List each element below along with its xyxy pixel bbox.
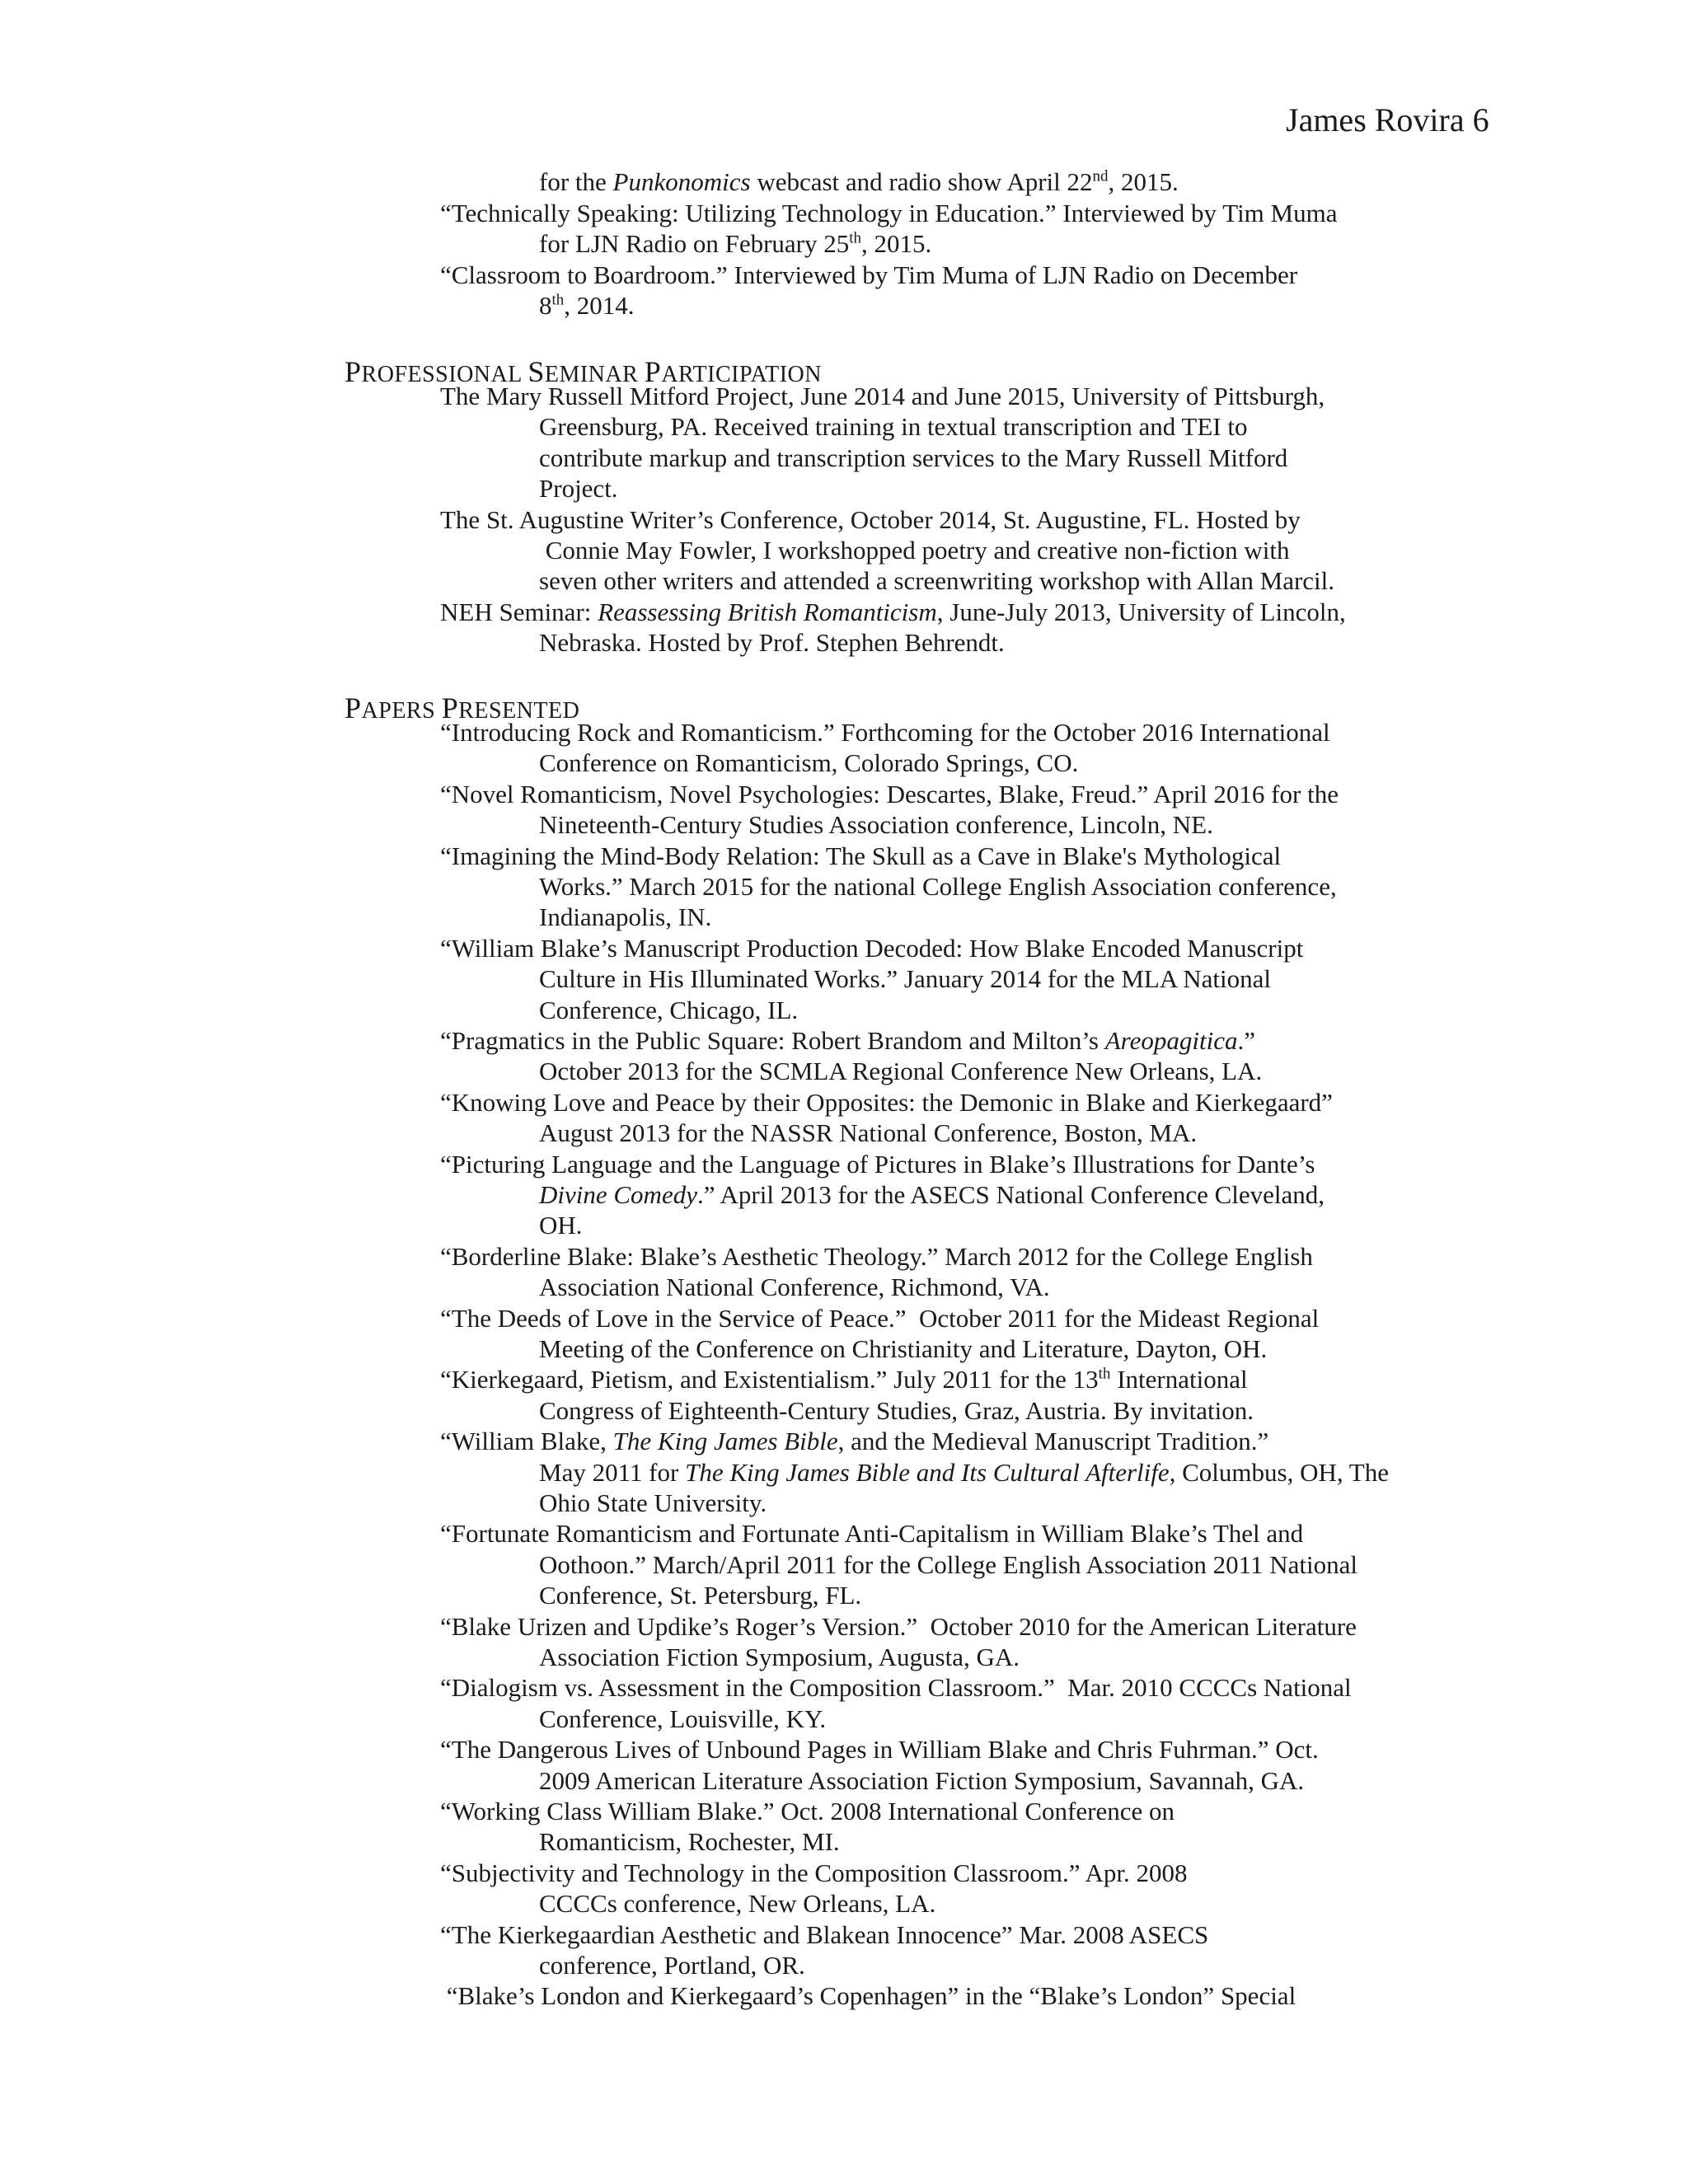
page-header: James Rovira 6 (1286, 101, 1489, 138)
entry-continuation-line: Association National Conference, Richmond, VA. (539, 1272, 1050, 1302)
entry-line: “Technically Speaking: Utilizing Technology in Education.” Interviewed by Tim Muma (440, 198, 1338, 227)
section-heading-seminar: PROFESSIONAL SEMINAR PARTICIPATION (345, 355, 822, 388)
entry-continuation-line: Romanticism, Rochester, MI. (539, 1827, 840, 1857)
entry-continuation-line: 8th, 2014. (539, 291, 635, 320)
entry-line: “The Deeds of Love in the Service of Peace.” October 2011 for the Mideast Regional (440, 1303, 1320, 1333)
entry-continuation-line: Meeting of the Conference on Christianity and Literature, Dayton, OH. (539, 1334, 1268, 1363)
entry-line: “William Blake’s Manuscript Production Decoded: How Blake Encoded Manuscript (440, 933, 1304, 963)
entry-line: NEH Seminar: Reassessing British Romanticism, June-July 2013, University of Lincoln, (440, 597, 1346, 626)
entry-line: “Borderline Blake: Blake’s Aesthetic Theology.” March 2012 for the College English (440, 1241, 1313, 1271)
entry-line: “Blake’s London and Kierkegaard’s Copenhagen” in the “Blake’s London” Special (440, 1981, 1296, 2011)
entry-continuation-line: Nebraska. Hosted by Prof. Stephen Behrendt. (539, 628, 1005, 658)
entry-line: “William Blake, The King James Bible, and the Medieval Manuscript Tradition.” (440, 1427, 1269, 1456)
entry-line: “Working Class William Blake.” Oct. 2008 International Conference on (440, 1797, 1175, 1825)
entry-line: “The Kierkegaardian Aesthetic and Blakean Innocence” Mar. 2008 ASECS (440, 1919, 1209, 1949)
entry-line: “Dialogism vs. Assessment in the Composition Classroom.” Mar. 2010 CCCCs National (440, 1673, 1352, 1703)
entry-continuation-line: seven other writers and attended a screenwriting workshop with Allan Marcil. (539, 566, 1335, 596)
entry-line: “The Dangerous Lives of Unbound Pages in William Blake and Chris Fuhrman.” Oct. (440, 1735, 1319, 1765)
section-heading-papers: PAPERS PRESENTED (345, 691, 580, 724)
entry-continuation-line: May 2011 for The King James Bible and Its Cultural Afterlife, Columbus, OH, The (539, 1457, 1390, 1487)
entry-line: “Picturing Language and the Language of Pictures in Blake’s Illustrations for Dante’s (440, 1149, 1315, 1179)
entry-line: “Knowing Love and Peace by their Opposites: the Demonic in Blake and Kierkegaard” (440, 1087, 1333, 1117)
entry-line: “Pragmatics in the Public Square: Robert Brandom and Milton’s Areopagitica.” (440, 1026, 1255, 1055)
entry-line: “Novel Romanticism, Novel Psychologies: Descartes, Blake, Freud.” April 2016 for the (440, 779, 1339, 808)
entry-line: “Kierkegaard, Pietism, and Existentialism.” July 2011 for the 13th International (440, 1365, 1248, 1394)
entry-continuation-line: Congress of Eighteenth-Century Studies, Graz, Austria. By invitation. (539, 1395, 1254, 1425)
entry-continuation-line: Conference on Romanticism, Colorado Springs, CO. (539, 748, 1079, 778)
entry-continuation-line: contribute markup and transcription services to the Mary Russell Mitford (539, 443, 1288, 472)
entry-continuation-line: for the Punkonomics webcast and radio show April 22nd, 2015. (539, 167, 1179, 196)
entry-line: The St. Augustine Writer’s Conference, October 2014, St. Augustine, FL. Hosted by (440, 504, 1301, 534)
entry-line: The Mary Russell Mitford Project, June 2014 and June 2015, University of Pittsburgh, (440, 382, 1325, 410)
entry-continuation-line: conference, Portland, OR. (539, 1951, 805, 1980)
entry-continuation-line: Connie May Fowler, I workshopped poetry and creative non-fiction with (539, 536, 1290, 565)
entry-continuation-line: Project. (539, 474, 618, 504)
entry-continuation-line: Nineteenth-Century Studies Association conference, Lincoln, NE. (539, 810, 1213, 840)
entry-continuation-line: Divine Comedy.” April 2013 for the ASECS National Conference Cleveland, (539, 1180, 1325, 1209)
entry-line: “Blake Urizen and Updike’s Roger’s Version.” October 2010 for the American Literature (440, 1611, 1357, 1641)
entry-line: “Classroom to Boardroom.” Interviewed by Tim Muma of LJN Radio on December (440, 260, 1298, 289)
entry-continuation-line: October 2013 for the SCMLA Regional Conference New Orleans, LA. (539, 1057, 1263, 1086)
entry-line: “Subjectivity and Technology in the Composition Classroom.” Apr. 2008 (440, 1858, 1188, 1887)
entry-continuation-line: August 2013 for the NASSR National Conference, Boston, MA. (539, 1118, 1198, 1148)
entry-continuation-line: Association Fiction Symposium, Augusta, GA. (539, 1643, 1020, 1671)
entry-continuation-line: Ohio State University. (539, 1488, 767, 1517)
entry-continuation-line: CCCCs conference, New Orleans, LA. (539, 1889, 936, 1919)
entry-continuation-line: Indianapolis, IN. (539, 902, 712, 932)
entry-continuation-line: Conference, Louisville, KY. (539, 1704, 827, 1733)
entry-continuation-line: Works.” March 2015 for the national College English Association conference, (539, 872, 1337, 901)
entry-continuation-line: Oothoon.” March/April 2011 for the College English Association 2011 National (539, 1549, 1357, 1579)
entry-continuation-line: for LJN Radio on February 25th, 2015. (539, 229, 932, 258)
entry-continuation-line: Culture in His Illuminated Works.” January 2014 for the MLA National (539, 964, 1272, 994)
entry-continuation-line: OH. (539, 1211, 583, 1240)
entry-continuation-line: 2009 American Literature Association Fiction Symposium, Savannah, GA. (539, 1765, 1305, 1795)
entry-continuation-line: Greensburg, PA. Received training in textual transcription and TEI to (539, 412, 1248, 442)
entry-line: “Introducing Rock and Romanticism.” Forthcoming for the October 2016 International (440, 718, 1330, 747)
entry-continuation-line: Conference, St. Petersburg, FL. (539, 1581, 862, 1610)
entry-continuation-line: Conference, Chicago, IL. (539, 995, 799, 1024)
entry-line: “Imagining the Mind-Body Relation: The Skull as a Cave in Blake's Mythological (440, 841, 1282, 870)
entry-line: “Fortunate Romanticism and Fortunate Anti-Capitalism in William Blake’s Thel and (440, 1519, 1304, 1549)
